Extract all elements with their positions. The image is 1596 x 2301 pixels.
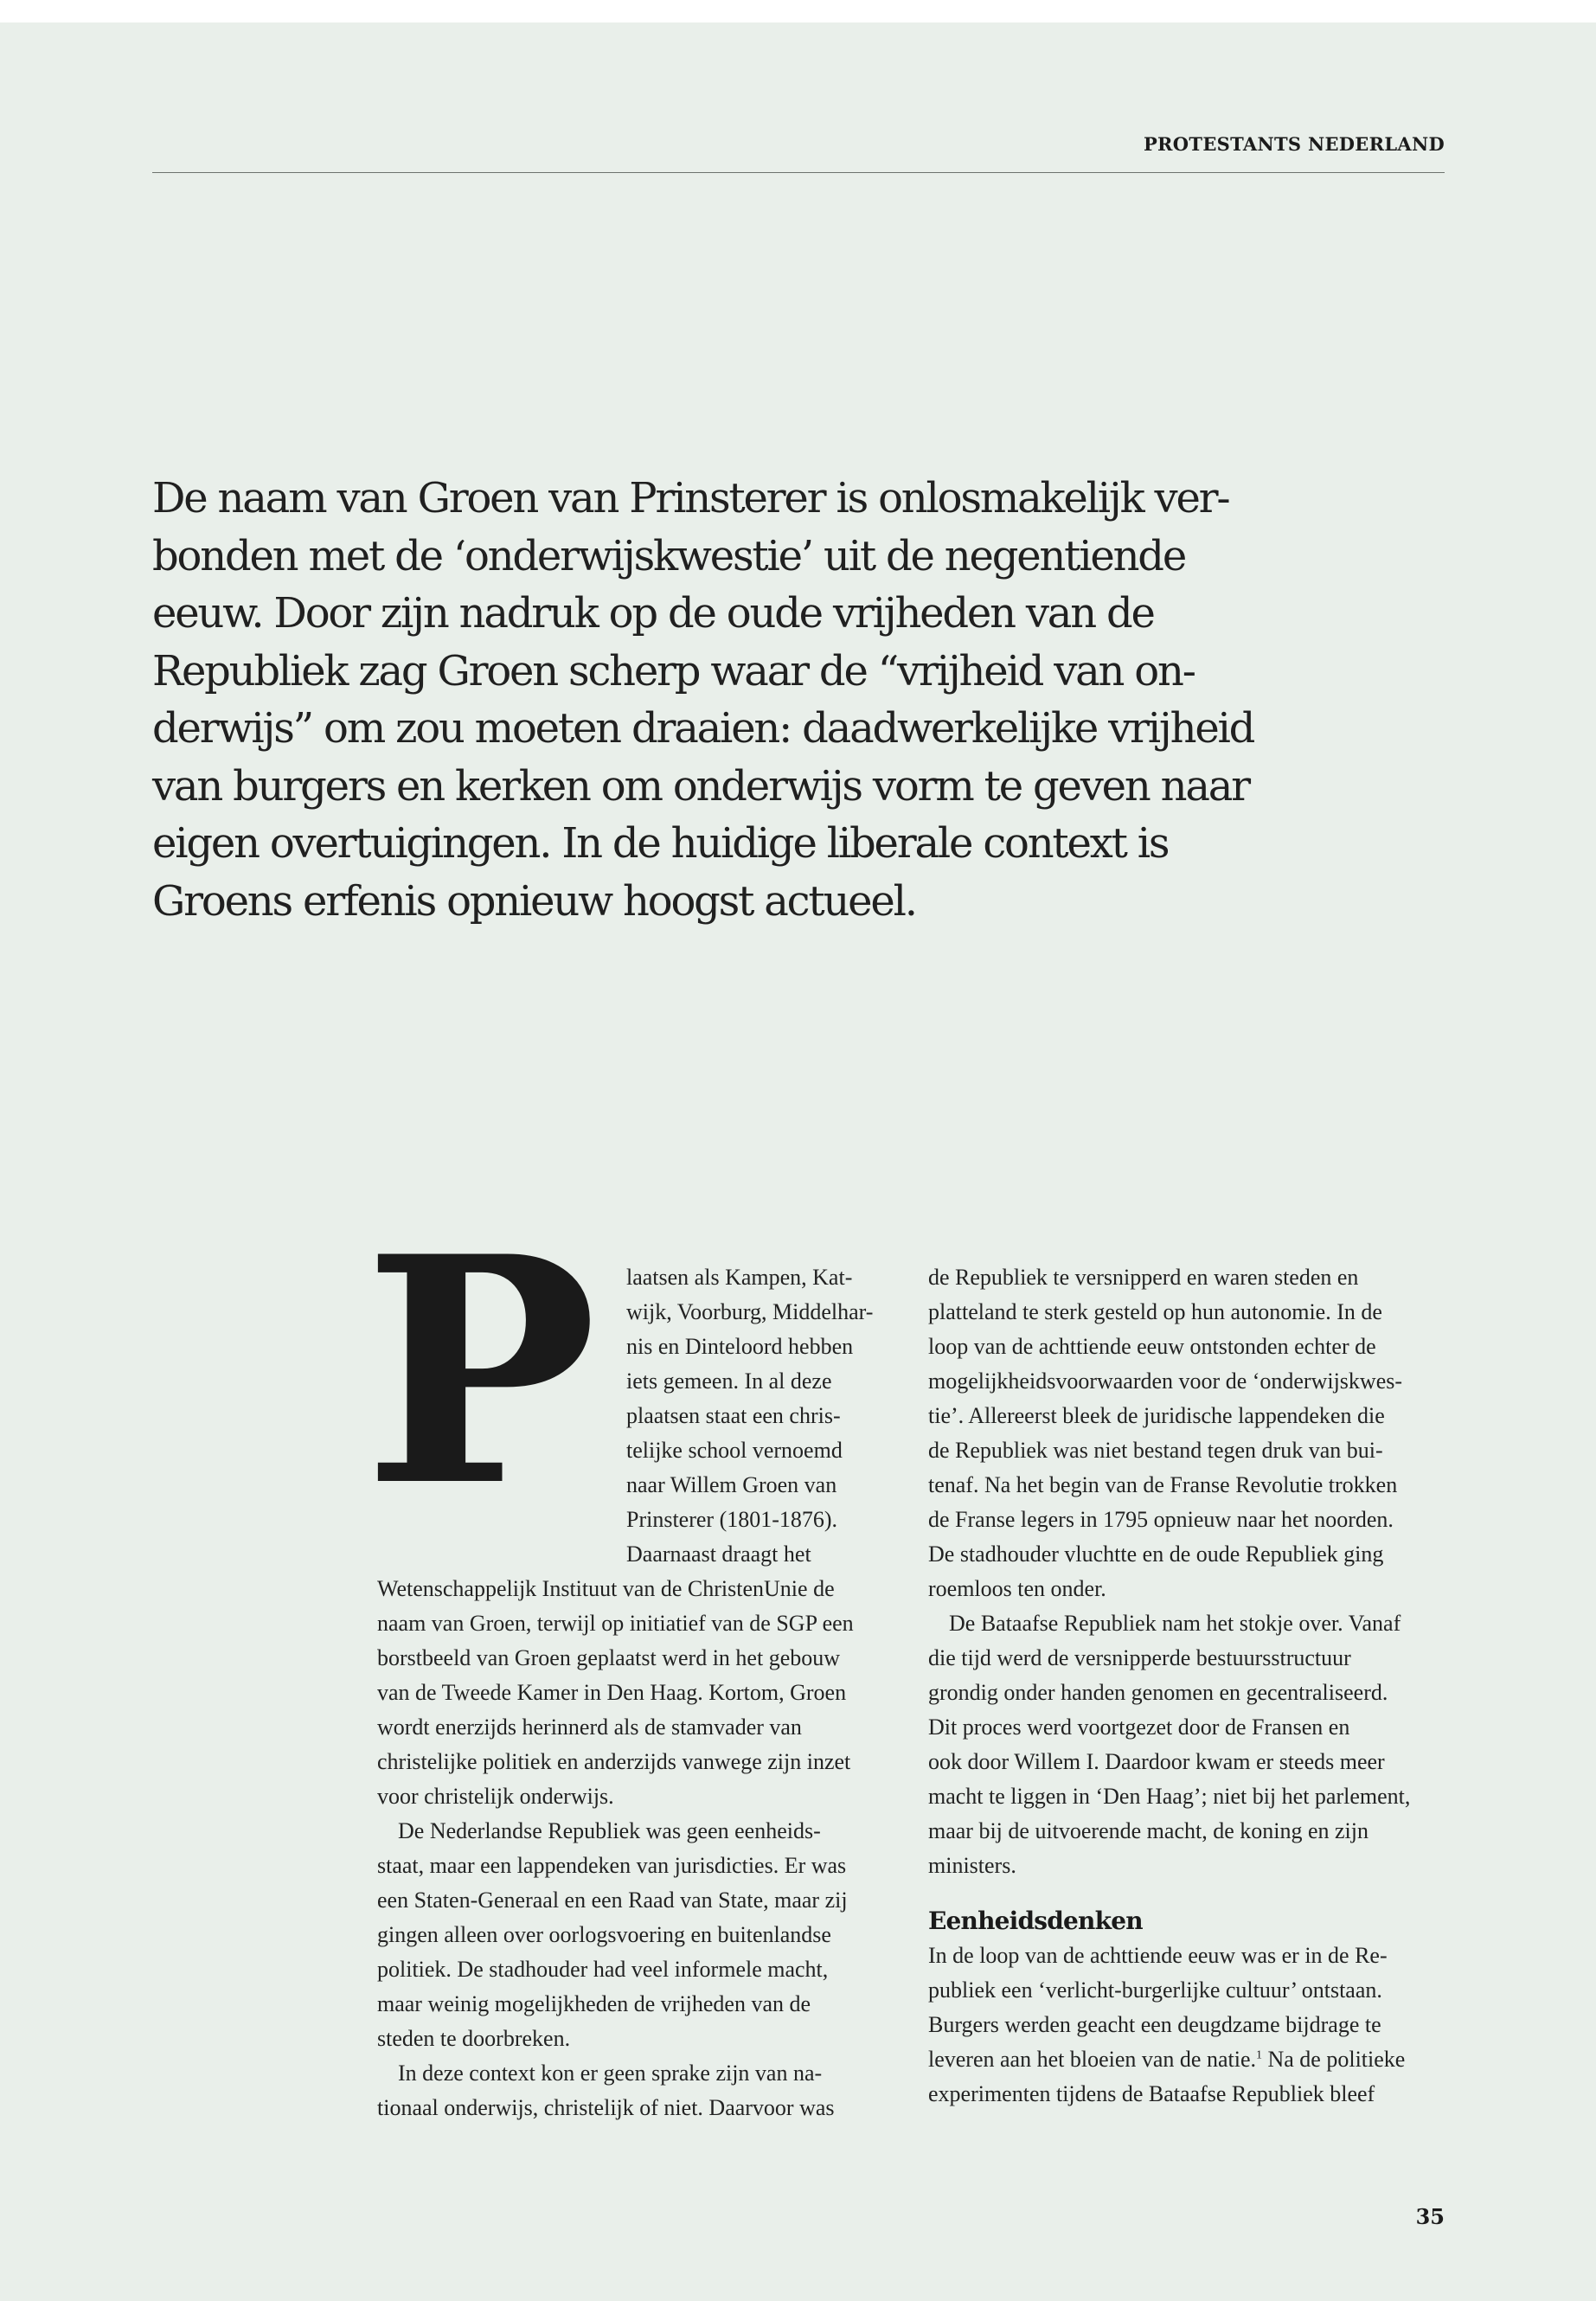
- body-column-right: [928, 1260, 1447, 2112]
- intro-line: Republiek zag Groen scherp waar de “vrijheid van on-: [152, 646, 1195, 695]
- body-line: macht te liggen in ‘Den Haag’; niet bij het parlement,: [928, 1784, 1411, 1809]
- intro-line: Groens erfenis opnieuw hoogst actueel.: [152, 876, 916, 926]
- body-line: plaatsen staat een chris-: [626, 1403, 841, 1428]
- body-line: naam van Groen, terwijl op initiatief van de SGP een: [377, 1611, 854, 1636]
- section-header: PROTESTANTS NEDERLAND: [1143, 133, 1445, 155]
- intro-line: eeuw. Door zijn nadruk op de oude vrijheden van de: [152, 589, 1154, 638]
- body-line: experimenten tijdens de Bataafse Republiek bleef: [928, 2081, 1375, 2106]
- body-line: wijk, Voorburg, Middelhar-: [626, 1299, 874, 1324]
- body-line: platteland te sterk gesteld op hun autonomie. In de: [928, 1299, 1382, 1324]
- body-line: de Republiek te versnipperd en waren steden en: [928, 1265, 1359, 1290]
- header-rule: [152, 172, 1445, 173]
- body-line: De Bataafse Republiek nam het stokje over. Vanaf: [949, 1611, 1401, 1636]
- body-text: leveren aan het bloeien van de natie.: [928, 2047, 1256, 2072]
- page: [0, 22, 1596, 2301]
- body-line: tie’. Allereerst bleek de juridische lappendeken die: [928, 1403, 1385, 1428]
- body-line: borstbeeld van Groen geplaatst werd in het gebouw: [377, 1645, 841, 1670]
- body-line-with-footnote: [928, 2042, 1447, 2077]
- body-line: In de loop van de achttiende eeuw was er in de Re-: [928, 1943, 1388, 1968]
- body-line: nis en Dinteloord hebben: [626, 1334, 854, 1359]
- body-line: gingen alleen over oorlogsvoering en buitenlandse: [377, 1922, 831, 1947]
- body-line: ook door Willem I. Daardoor kwam er steeds meer: [928, 1749, 1385, 1774]
- intro-line: derwijs” om zou moeten draaien: daadwerkelijke vrijheid: [152, 704, 1254, 753]
- body-line: steden te doorbreken.: [377, 2026, 571, 2051]
- page-number: 35: [1415, 2204, 1445, 2229]
- body-line: Dit proces werd voortgezet door de Fransen en: [928, 1715, 1350, 1740]
- body-line: iets gemeen. In al deze: [626, 1368, 832, 1394]
- body-line: die tijd werd de versnipperde bestuursstructuur: [928, 1645, 1351, 1670]
- body-line: politiek. De stadhouder had veel informele macht,: [377, 1957, 829, 1982]
- body-line: Daarnaast draagt het: [626, 1541, 811, 1567]
- body-line: maar bij de uitvoerende macht, de koning en zijn: [928, 1818, 1368, 1843]
- intro-line: eigen overtuigingen. In de huidige liberale context is: [152, 819, 1169, 868]
- body-line: tenaf. Na het begin van de Franse Revolutie trokken: [928, 1472, 1398, 1497]
- footnote-marker[interactable]: 1: [1255, 2048, 1262, 2062]
- body-line: publiek een ‘verlicht-burgerlijke cultuur’ ontstaan.: [928, 1977, 1382, 2003]
- body-line: mogelijkheidsvoorwaarden voor de ‘onderwijskwes-: [928, 1368, 1403, 1394]
- body-line: een Staten-Generaal en een Raad van State, maar zij: [377, 1888, 848, 1913]
- body-line: De stadhouder vluchtte en de oude Republiek ging: [928, 1541, 1384, 1567]
- body-line: naar Willem Groen van: [626, 1472, 837, 1497]
- body-line: In deze context kon er geen sprake zijn van na-: [398, 2061, 823, 2086]
- body-line: van de Tweede Kamer in Den Haag. Kortom, Groen: [377, 1680, 847, 1705]
- body-line: De Nederlandse Republiek was geen eenheids-: [398, 1818, 821, 1843]
- intro-line: De naam van Groen van Prinsterer is onlosmakelijk ver-: [152, 474, 1229, 522]
- body-line: wordt enerzijds herinnerd als de stamvader van: [377, 1715, 802, 1740]
- body-line: laatsen als Kampen, Kat-: [626, 1265, 853, 1290]
- body-line: tionaal onderwijs, christelijk of niet. Daarvoor was: [377, 2095, 835, 2120]
- body-line: christelijke politiek en anderzijds vanwege zijn inzet: [377, 1749, 851, 1774]
- body-line: Prinsterer (1801-1876).: [626, 1507, 838, 1532]
- body-line: Burgers werden geacht een deugdzame bijdrage te: [928, 2012, 1381, 2037]
- body-line: telijke school vernoemd: [626, 1438, 843, 1463]
- body-line: staat, maar een lappendeken van jurisdicties. Er was: [377, 1853, 847, 1878]
- body-line: loop van de achttiende eeuw ontstonden echter de: [928, 1334, 1376, 1359]
- body-line: grondig onder handen genomen en gecentraliseerd.: [928, 1680, 1388, 1705]
- body-column-left: [377, 1260, 888, 2125]
- drop-cap: P: [363, 1189, 598, 1554]
- body-line: voor christelijk onderwijs.: [377, 1784, 614, 1809]
- body-line: de Republiek was niet bestand tegen druk van bui-: [928, 1438, 1383, 1463]
- body-line: maar weinig mogelijkheden de vrijheden van de: [377, 1991, 811, 2016]
- body-line: de Franse legers in 1795 opnieuw naar het noorden.: [928, 1507, 1394, 1532]
- intro-line: van burgers en kerken om onderwijs vorm te geven naar: [152, 761, 1249, 811]
- body-line: roemloos ten onder.: [928, 1576, 1106, 1601]
- body-line: Wetenschappelijk Instituut van de ChristenUnie de: [377, 1576, 835, 1601]
- body-line: ministers.: [928, 1853, 1016, 1878]
- intro-line: bonden met de ‘onderwijskwestie’ uit de negentiende: [152, 531, 1186, 580]
- intro-paragraph: [152, 470, 1268, 930]
- section-subheading: Eenheidsdenken: [928, 1907, 1143, 1935]
- body-text: Na de politieke: [1261, 2047, 1406, 2072]
